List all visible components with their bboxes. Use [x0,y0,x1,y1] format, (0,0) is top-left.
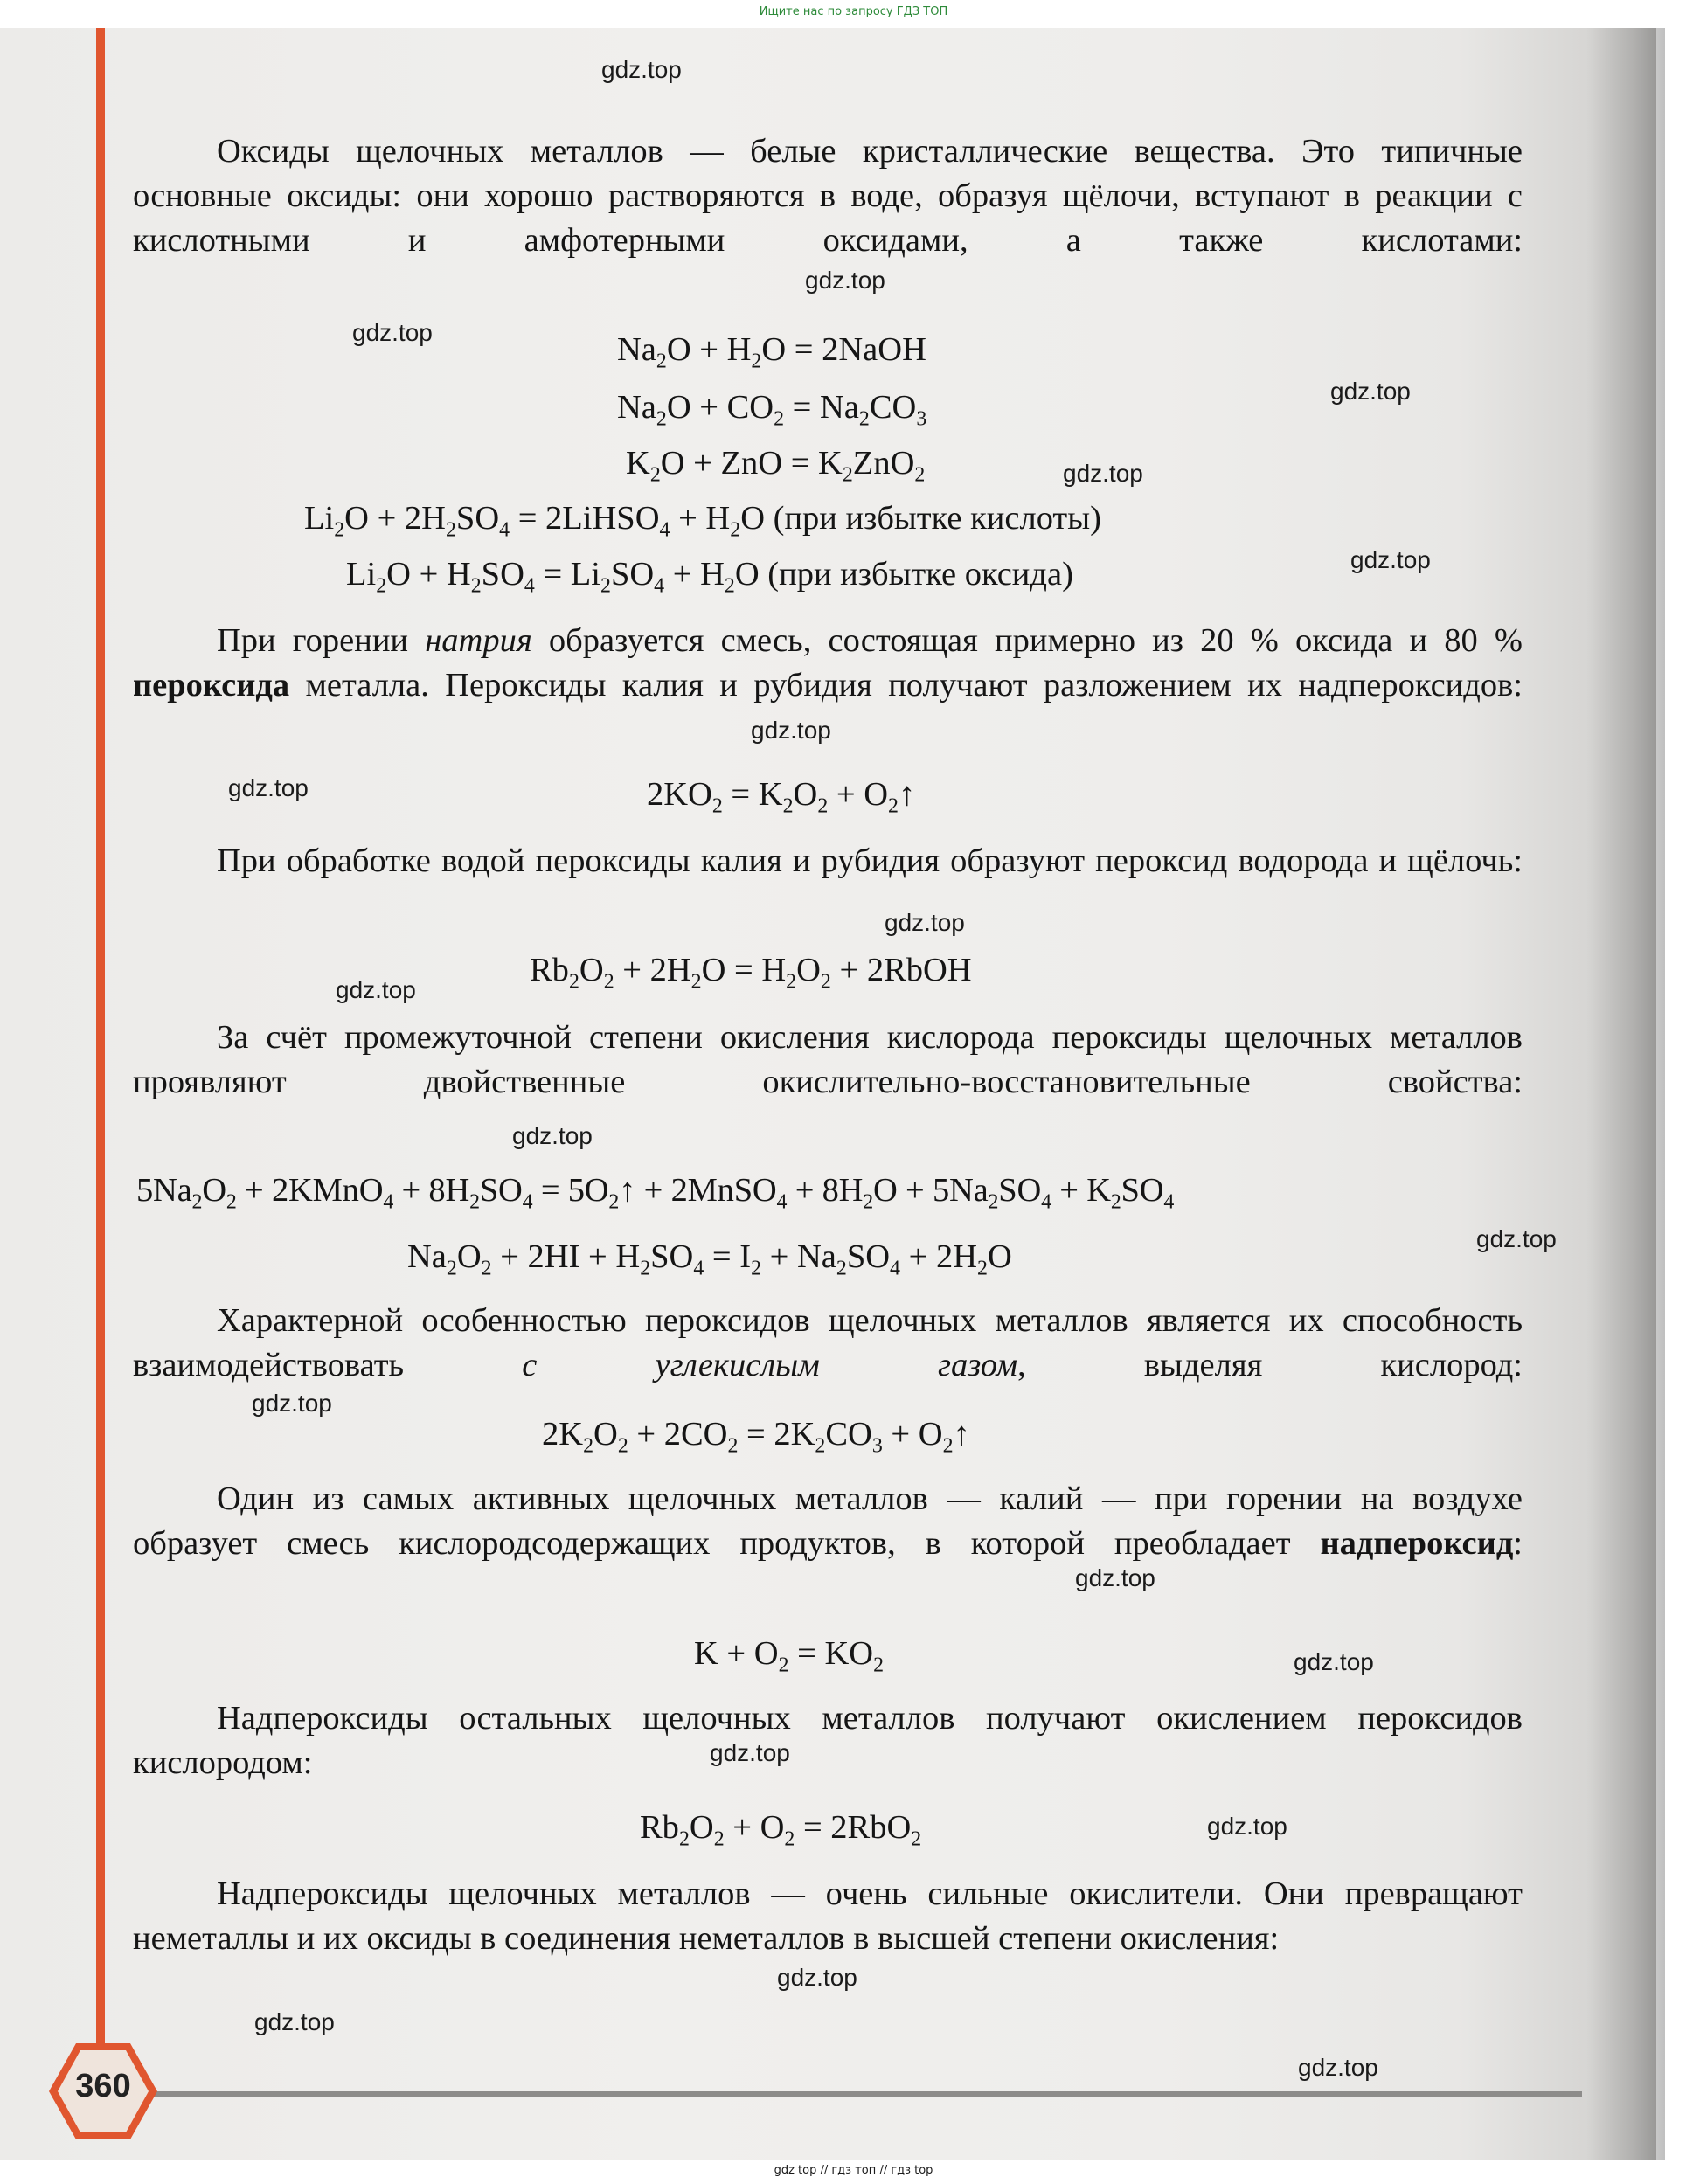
note-oxide-excess: (при избытке оксида) [767,556,1073,593]
watermark: gdz.top [1298,2054,1378,2081]
equation-na2o-co2: $Na_2O + CO_2 = Na_2CO_3$ [617,389,927,431]
watermark: gdz.top [1294,1648,1374,1675]
watermark: gdz.top [1350,546,1431,573]
page-number: 360 [75,2068,131,2104]
watermark: gdz.top [777,1964,857,1991]
watermark: gdz.top [1063,460,1143,487]
paragraph-peroxide-water: При обработке водой пероксиды калия и рубидия образуют пероксид водорода и щёлочь: [217,842,1523,879]
watermark: gdz.top [352,319,433,346]
paragraph-sodium-combustion [133,619,1523,708]
bottom-rule [149,2091,1582,2097]
watermark: gdz.top [336,976,416,1003]
bold-superoxide: надпероксид [1320,1525,1514,1562]
text-run: образуется смесь, состоящая примерно из 20 % оксида и 80 % [531,622,1523,659]
italic-sodium: натрия [425,622,532,659]
paragraph-oxides-properties: Оксиды щелочных металлов — белые кристаллические вещества. Это типичные основные оксиды: они хорошо растворяются в воде, образуя щёлочи, вступают в реакции с кислотными и амфотерными оксидами, а также кислотами: [133,133,1523,259]
watermark: gdz.top [254,2008,335,2035]
equation-li2o-acid-excess: $Li_2O + 2H_2SO_4$ = 2LiHSO$_4$ + $H_2O$ (при избытке кислоты) [304,500,1101,542]
watermark: gdz.top [1476,1225,1557,1252]
equation-na2o2-kmno4: $5Na_2O_2$ + 2KMnO$_4$ + $8H_2SO_4$ = $5O_2↑$ + 2MnSO$_4$ + $8H_2O + 5Na_2SO_4 + K_2SO_4$ [136,1172,1175,1214]
equation-li2o-oxide-excess: $Li_2O + H_2SO_4 = Li_2SO_4 + H_2O$ (при избытке оксида) [346,556,1073,598]
watermark: gdz.top [1207,1813,1287,1840]
paragraph-redox-duality: За счёт промежуточной степени окисления кислорода пероксиды щелочных металлов проявляют двойственные окислительно-восстановительные свойства: [133,1019,1523,1100]
site-banner-bottom: gdz top // гдз топ // гдз top [774,2164,933,2177]
equation-na2o2-hi: $Na_2O_2 + 2HI + H_2SO_4 = I_2 + Na_2SO_4 + 2H_2O$ [407,1238,1012,1280]
equation-k-o2: $K + O_2 = KO_2$ [694,1635,885,1677]
watermark: gdz.top [512,1122,593,1149]
watermark: gdz.top [1330,378,1411,405]
text-run: металла. Пероксиды калия и рубидия получают разложением их надпероксидов: [289,667,1523,704]
paragraph-superoxide-preparation: Надпероксиды остальных щелочных металлов получают окислением пероксидов кислородом: [133,1700,1523,1781]
equation-k2o-zno: $K_2O$ + ZnO = $K_2ZnO_2$ [626,445,926,487]
watermark: gdz.top [1075,1564,1155,1591]
watermark: gdz.top [601,56,682,83]
watermark: gdz.top [228,774,309,801]
watermark: gdz.top [805,267,885,294]
equation-ko2-decomposition: $2KO_2 = K_2O_2$ + $O_2↑$ [647,776,916,818]
note-acid-excess: (при избытке кислоты) [773,500,1101,537]
margin-bar [96,28,105,2064]
text-run: При горении [217,622,426,659]
equation-k2o2-co2: $2K_2O_2 + 2CO_2 = 2K_2CO_3$ + $O_2↑$ [542,1416,970,1458]
italic-carbon-dioxide: с углекислым газом [522,1347,1018,1383]
text-run: , выделяя кислород: [1017,1347,1523,1383]
site-banner-top: Ищите нас по запросу ГДЗ ТОП [759,5,948,18]
equation-rb2o2-water: $Rb_2O_2 + 2H_2O = H_2O_2$ + 2RbOH [530,952,972,994]
watermark: gdz.top [751,717,831,744]
text-run: Характерной особенностью пероксидов щелочных металлов является их способность взаимодействовать [133,1302,1523,1383]
paragraph-potassium-combustion [133,1477,1523,1566]
watermark: gdz.top [885,909,965,936]
text-run: : [1513,1525,1523,1562]
watermark: gdz.top [252,1390,332,1417]
paragraph-superoxide-oxidizers: Надпероксиды щелочных металлов — очень сильные окислители. Они превращают неметаллы и их оксиды в соединения неметаллов в высшей степени окисления: [133,1875,1523,1957]
bold-peroxide: пероксида [133,667,290,704]
text-run: Один из самых активных щелочных металлов — калий — при горении на воздухе образует смесь кислородсодержащих продуктов, в которой преобладает [133,1480,1523,1562]
equation-rb2o2-o2: $Rb_2O_2 + O_2 = 2RbO_2$ [640,1809,922,1851]
watermark: gdz.top [710,1739,790,1766]
paragraph-co2-reaction [133,1299,1523,1388]
equation-na2o-h2o: $Na_2O + H_2O$ = 2NaOH [617,331,926,373]
